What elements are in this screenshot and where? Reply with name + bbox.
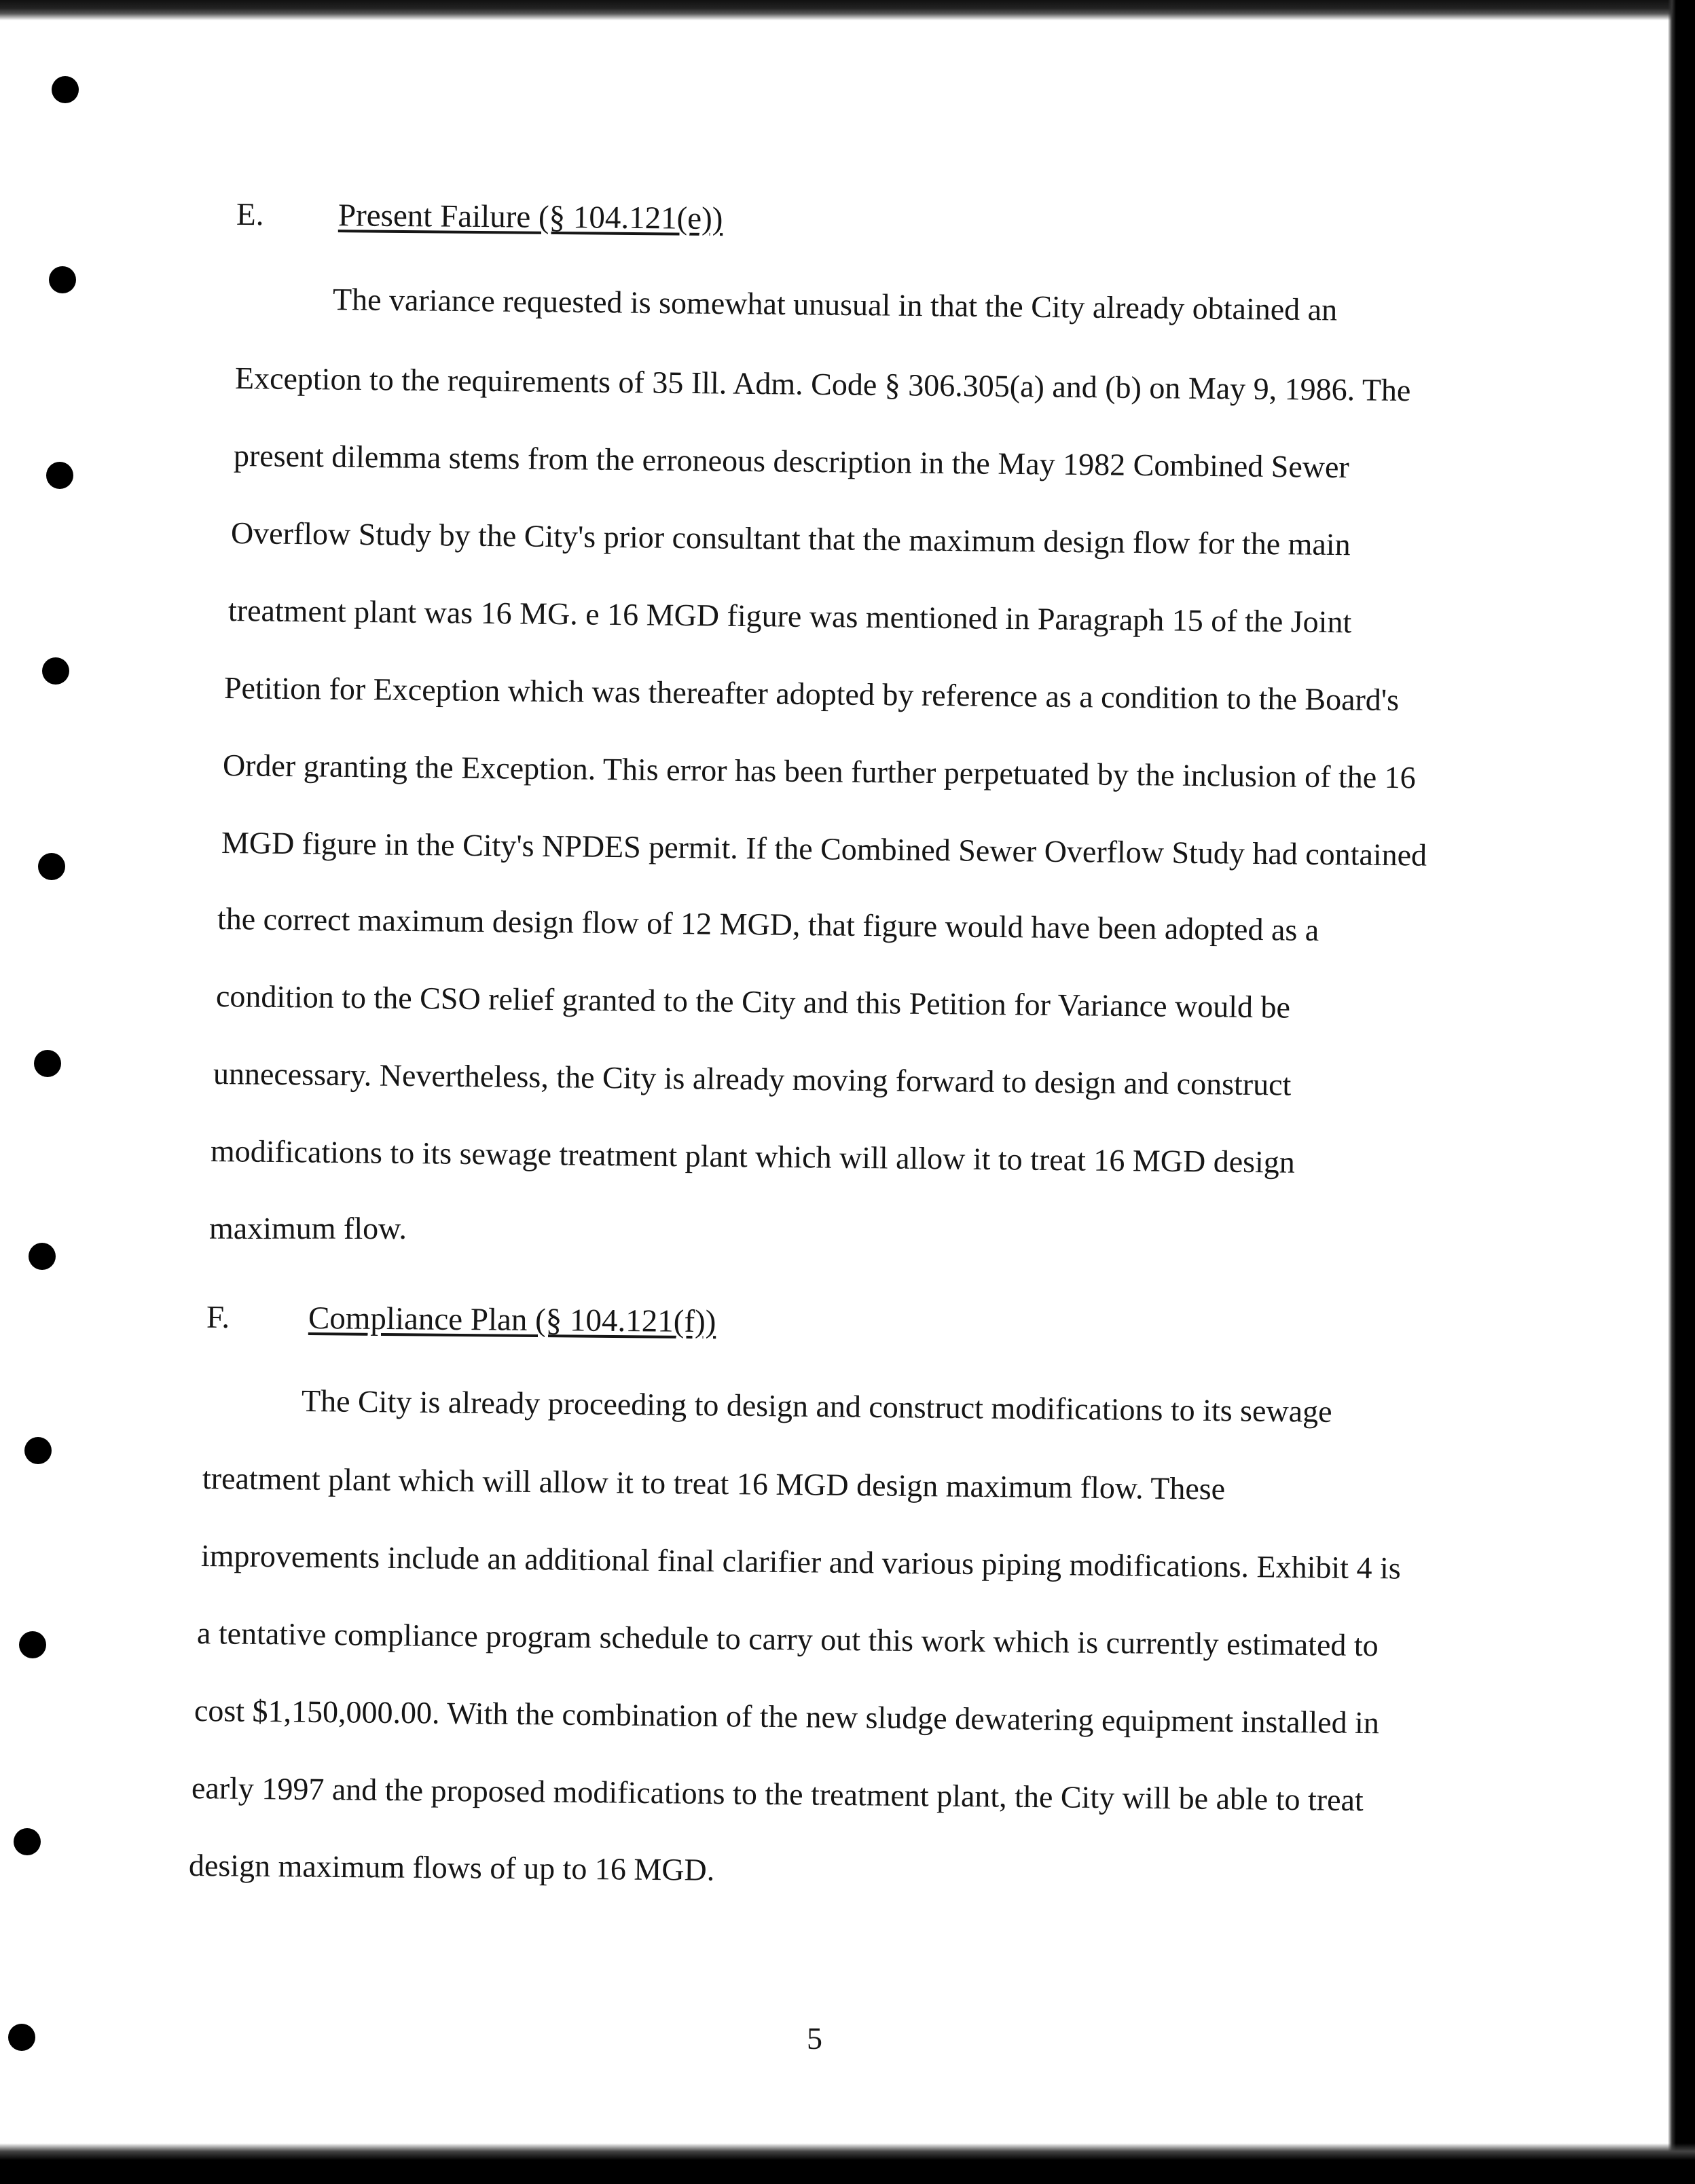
punch-hole: [19, 1631, 46, 1658]
punch-hole: [52, 76, 79, 103]
paragraph-line: Order granting the Exception. This error has been further perpetuated by the inclusion of the 16: [222, 748, 1416, 795]
paragraph-line: design maximum flows of up to 16 MGD.: [188, 1848, 715, 1887]
paragraph-line: modifications to its sewage treatment plant which will allow it to treat 16 MGD design: [210, 1133, 1296, 1180]
paragraph-line: Overflow Study by the City's prior consultant that the maximum design flow for the main: [230, 515, 1351, 562]
scan-edge-bottom: [0, 2143, 1695, 2184]
punch-hole: [34, 1050, 61, 1077]
punch-hole: [46, 462, 73, 489]
punch-hole: [49, 266, 76, 293]
paragraph-line: Petition for Exception which was thereafter adopted by reference as a condition to the Board's: [223, 670, 1400, 718]
paragraph-line: maximum flow.: [209, 1211, 407, 1245]
punch-hole: [14, 1828, 41, 1855]
paragraph-line: condition to the CSO relief granted to the City and this Petition for Variance would be: [215, 979, 1291, 1025]
paragraph-line: The variance requested is somewhat unusual in that the City already obtained an: [332, 282, 1338, 327]
paragraph-line: Exception to the requirements of 35 Ill. Adm. Code § 306.305(a) and (b) on May 9, 1986. The: [234, 361, 1411, 408]
punch-hole: [38, 853, 65, 880]
section-e-heading: [236, 196, 723, 237]
page-number: 5: [807, 2021, 822, 2056]
paragraph-line: a tentative compliance program schedule to carry out this work which is currently estimated to: [196, 1616, 1379, 1663]
punch-hole: [29, 1243, 56, 1270]
paragraph-line: treatment plant was 16 MG. e 16 MGD figure was mentioned in Paragraph 15 of the Joint: [227, 593, 1352, 640]
section-f-title: Compliance Plan (§ 104.121(f)): [308, 1300, 716, 1340]
section-e-title: Present Failure (§ 104.121(e)): [338, 198, 723, 237]
section-f-heading: [206, 1299, 716, 1340]
paragraph-line: cost $1,150,000.00. With the combination of the new sludge dewatering equipment installed in: [194, 1693, 1380, 1741]
punch-hole: [42, 657, 69, 685]
section-e-letter: E.: [236, 196, 264, 233]
scan-edge-top: [0, 0, 1695, 20]
paragraph-line: The City is already proceeding to design and construct modifications to its sewage: [301, 1383, 1332, 1429]
paragraph-line: improvements include an additional final clarifier and various piping modifications. Exhibit 4 is: [200, 1538, 1401, 1586]
paragraph-line: early 1997 and the proposed modifications to the treatment plant, the City will be able to treat: [191, 1770, 1364, 1818]
punch-hole: [24, 1437, 52, 1464]
paragraph-line: unnecessary. Nevertheless, the City is already moving forward to design and construct: [213, 1056, 1292, 1102]
scan-edge-right: [1668, 0, 1695, 2184]
paragraph-line: present dilemma stems from the erroneous description in the May 1982 Combined Sewer: [233, 438, 1350, 485]
paragraph-line: MGD figure in the City's NPDES permit. If the Combined Sewer Overflow Study had contained: [221, 825, 1427, 873]
punch-hole: [8, 2024, 35, 2051]
paragraph-line: treatment plant which will allow it to treat 16 MGD design maximum flow. These: [202, 1461, 1226, 1506]
paragraph-line: the correct maximum design flow of 12 MGD, that figure would have been adopted as a: [217, 901, 1319, 947]
section-f-letter: F.: [206, 1299, 230, 1336]
